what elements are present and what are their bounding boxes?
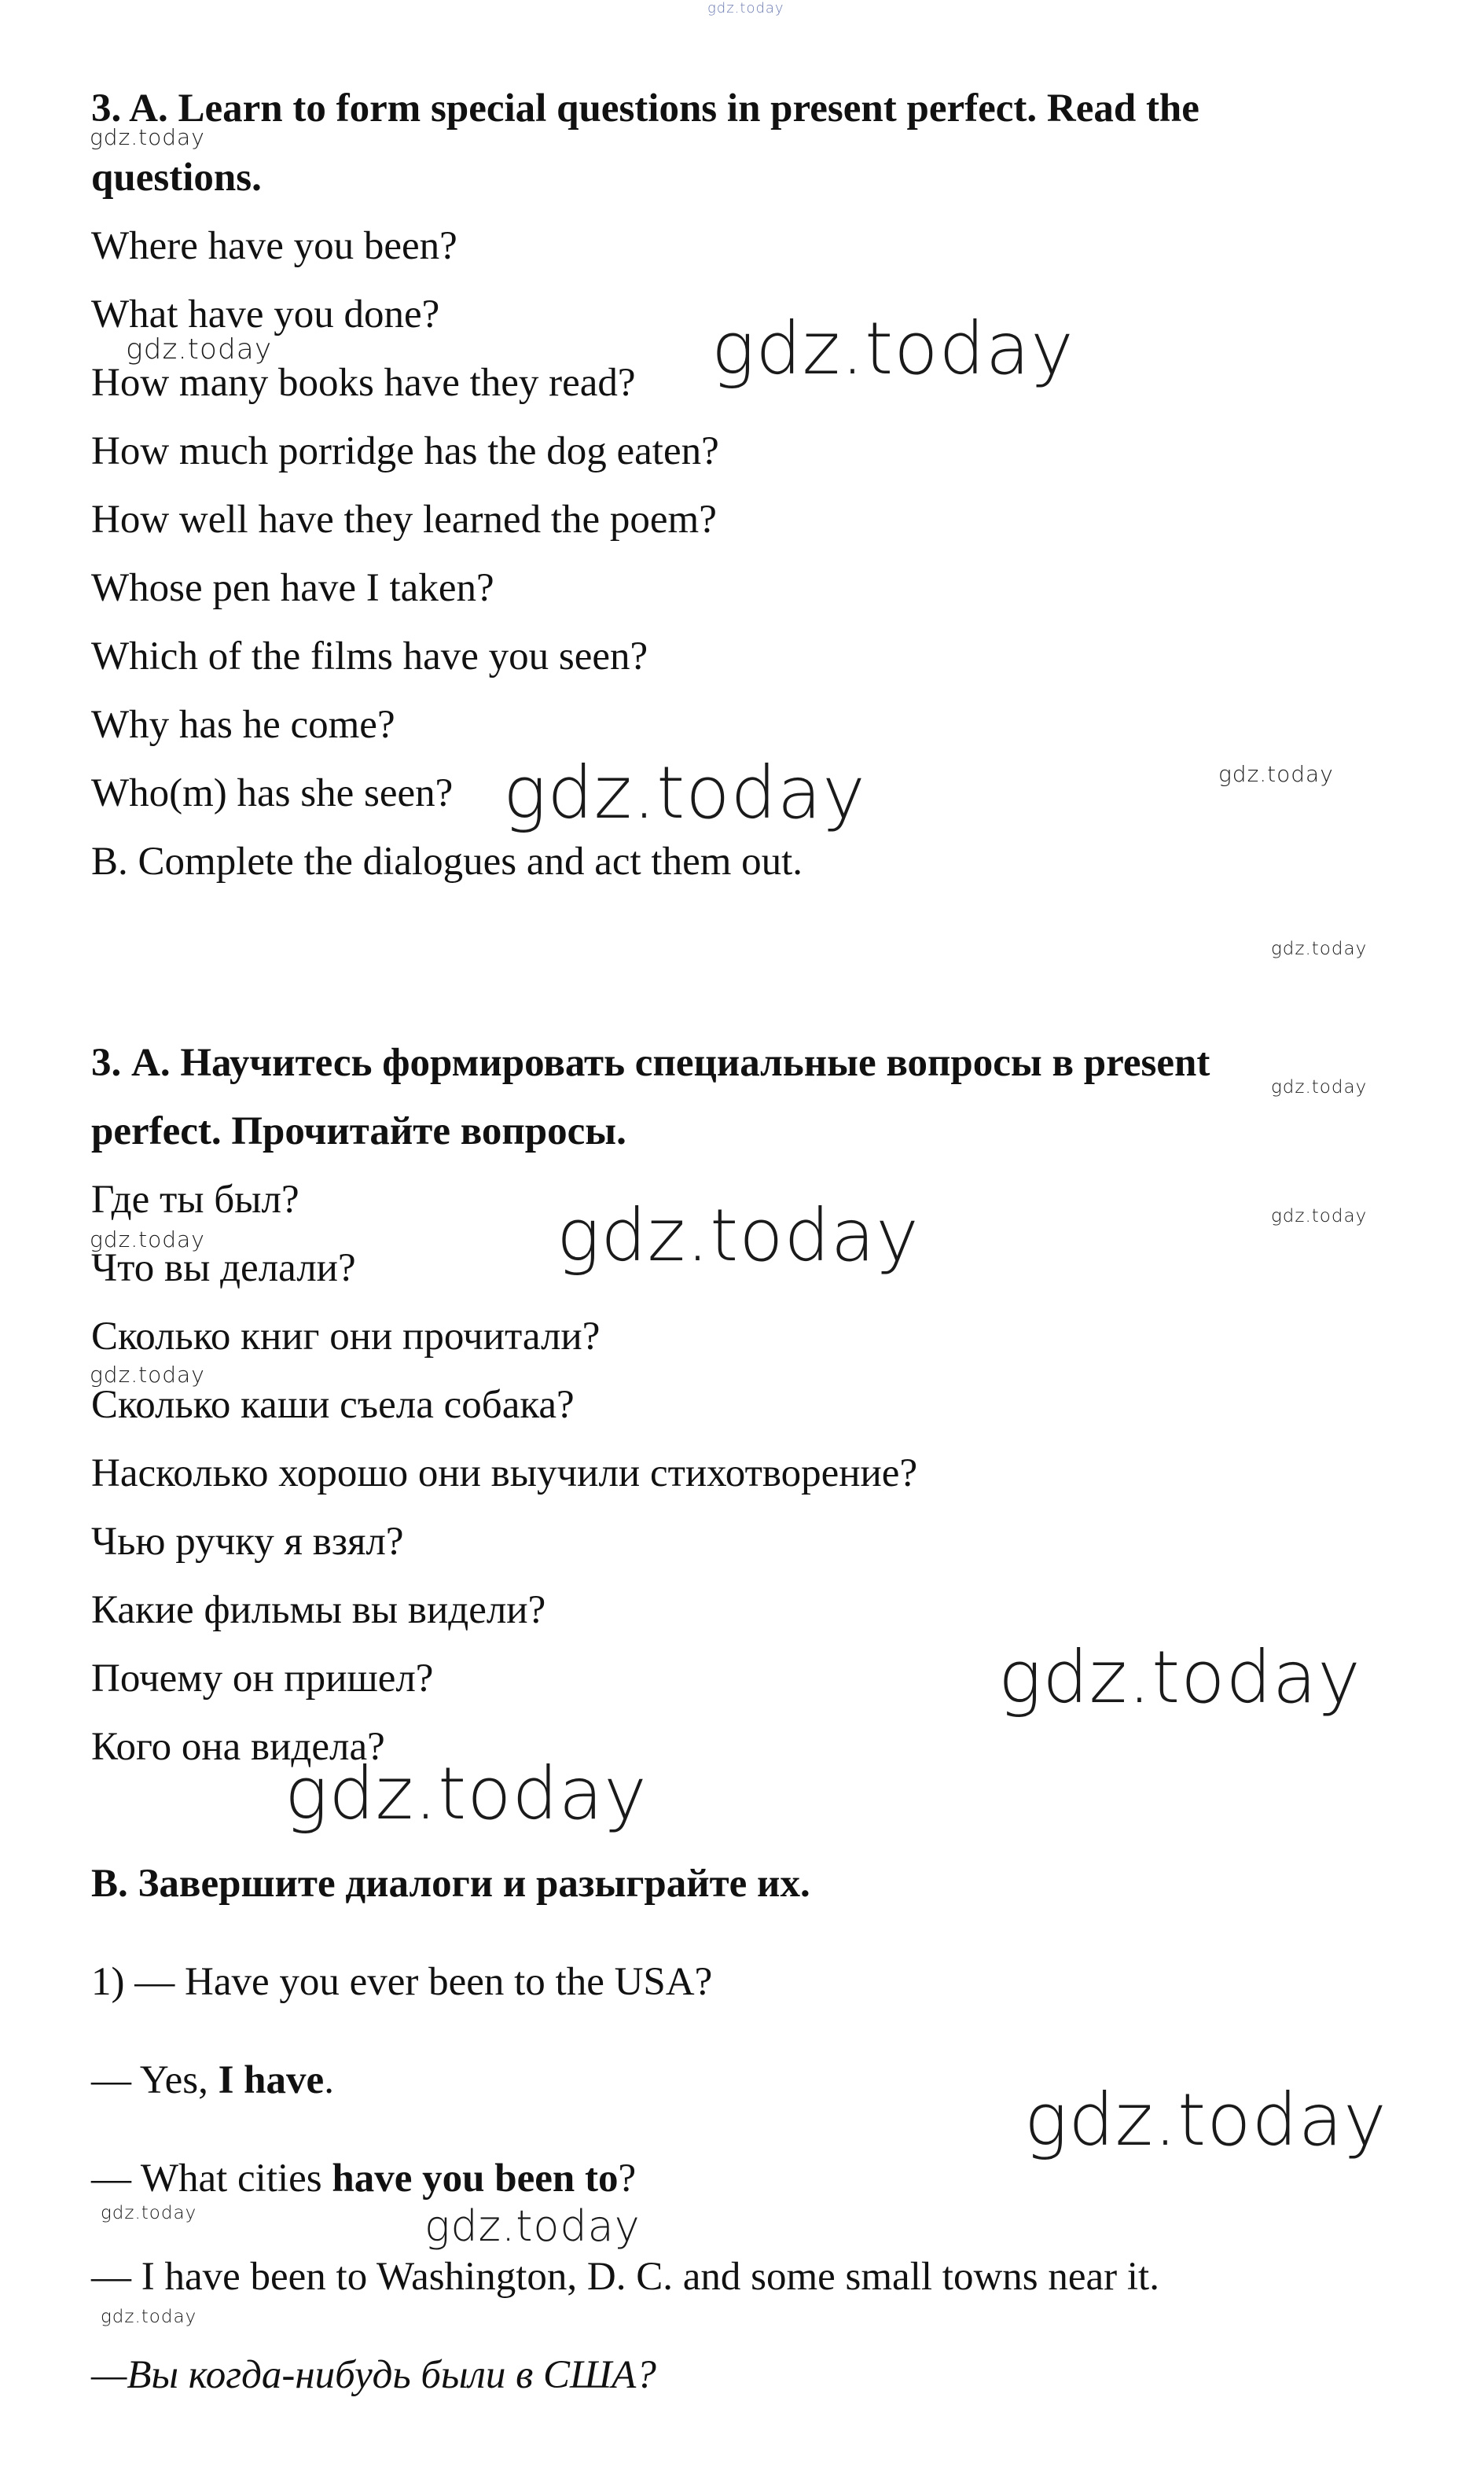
dialogue-line-5: —Вы когда-нибудь были в США? [91, 2353, 656, 2397]
question-ru-8: Почему он пришел? [91, 1657, 434, 1701]
question-ru-3: Сколько книг они прочитали? [91, 1315, 601, 1359]
question-en-9: Who(m) has she seen? [91, 771, 454, 815]
question-en-4: How much porridge has the dog eaten? [91, 429, 719, 473]
question-en-3: How many books have they read? [91, 361, 636, 405]
dialogue-line-3-prefix: — What cities [91, 2157, 332, 2201]
task-b-ru: В. Завершите диалоги и разыграйте их. [91, 1862, 810, 1906]
heading-ru-line2: perfect. Прочитайте вопросы. [91, 1109, 626, 1153]
heading-ru-line1: 3. А. Научитесь формировать специальные вопросы в present [91, 1041, 1210, 1085]
watermark: gdz.today [90, 124, 205, 150]
question-ru-1: Где ты был? [91, 1178, 299, 1222]
watermark-top: gdz.today [707, 0, 784, 17]
watermark: gdz.today [1218, 761, 1334, 787]
question-en-7: Which of the films have you seen? [91, 634, 648, 678]
watermark: gdz.today [1271, 1206, 1368, 1226]
question-en-8: Why has he come? [91, 703, 395, 747]
dialogue-line-3 [91, 2155, 636, 2202]
watermark: gdz.today [1024, 2078, 1387, 2162]
question-en-2: What have you done? [91, 292, 440, 336]
watermark: gdz.today [1271, 939, 1368, 959]
watermark: gdz.today [285, 1752, 648, 1836]
dialogue-line-3-suffix: ? [618, 2157, 637, 2201]
heading-en-line2: questions. [91, 156, 262, 200]
dialogue-line-2 [91, 2057, 334, 2104]
watermark: gdz.today [90, 1362, 205, 1388]
dialogue-line-1: 1) — Have you ever been to the USA? [91, 1960, 713, 2004]
dialogue-line-4: — I have been to Washington, D. C. and some small towns near it. [91, 2255, 1159, 2299]
dialogue-line-3-answer: have you been to [332, 2157, 619, 2201]
dialogue-line-2-prefix: — Yes, [91, 2058, 219, 2102]
dialogue-line-2-answer: I have [218, 2058, 325, 2102]
watermark: gdz.today [556, 1193, 920, 1278]
question-ru-2: Что вы делали? [91, 1246, 356, 1290]
heading-en-line1: 3. A. Learn to form special questions in present perfect. Read the [91, 86, 1199, 131]
question-en-1: Where have you been? [91, 224, 457, 268]
question-en-5: How well have they learned the poem? [91, 498, 717, 542]
watermark: gdz.today [101, 2203, 197, 2223]
watermark: gdz.today [126, 333, 273, 366]
watermark: gdz.today [1271, 1077, 1368, 1098]
question-ru-7: Какие фильмы вы видели? [91, 1588, 546, 1632]
question-ru-6: Чью ручку я взял? [91, 1520, 404, 1564]
watermark: gdz.today [503, 751, 866, 835]
question-en-6: Whose pen have I taken? [91, 566, 494, 610]
task-b-en: B. Complete the dialogues and act them out. [91, 840, 803, 884]
watermark: gdz.today [424, 2201, 641, 2251]
question-ru-9: Кого она видела? [91, 1725, 385, 1769]
dialogue-line-2-suffix: . [324, 2058, 334, 2102]
watermark: gdz.today [90, 1226, 205, 1252]
question-ru-4: Сколько каши съела собака? [91, 1383, 575, 1427]
watermark: gdz.today [101, 2307, 197, 2327]
watermark: gdz.today [998, 1635, 1361, 1719]
watermark: gdz.today [711, 307, 1074, 391]
question-ru-5: Насколько хорошо они выучили стихотворение? [91, 1451, 918, 1495]
